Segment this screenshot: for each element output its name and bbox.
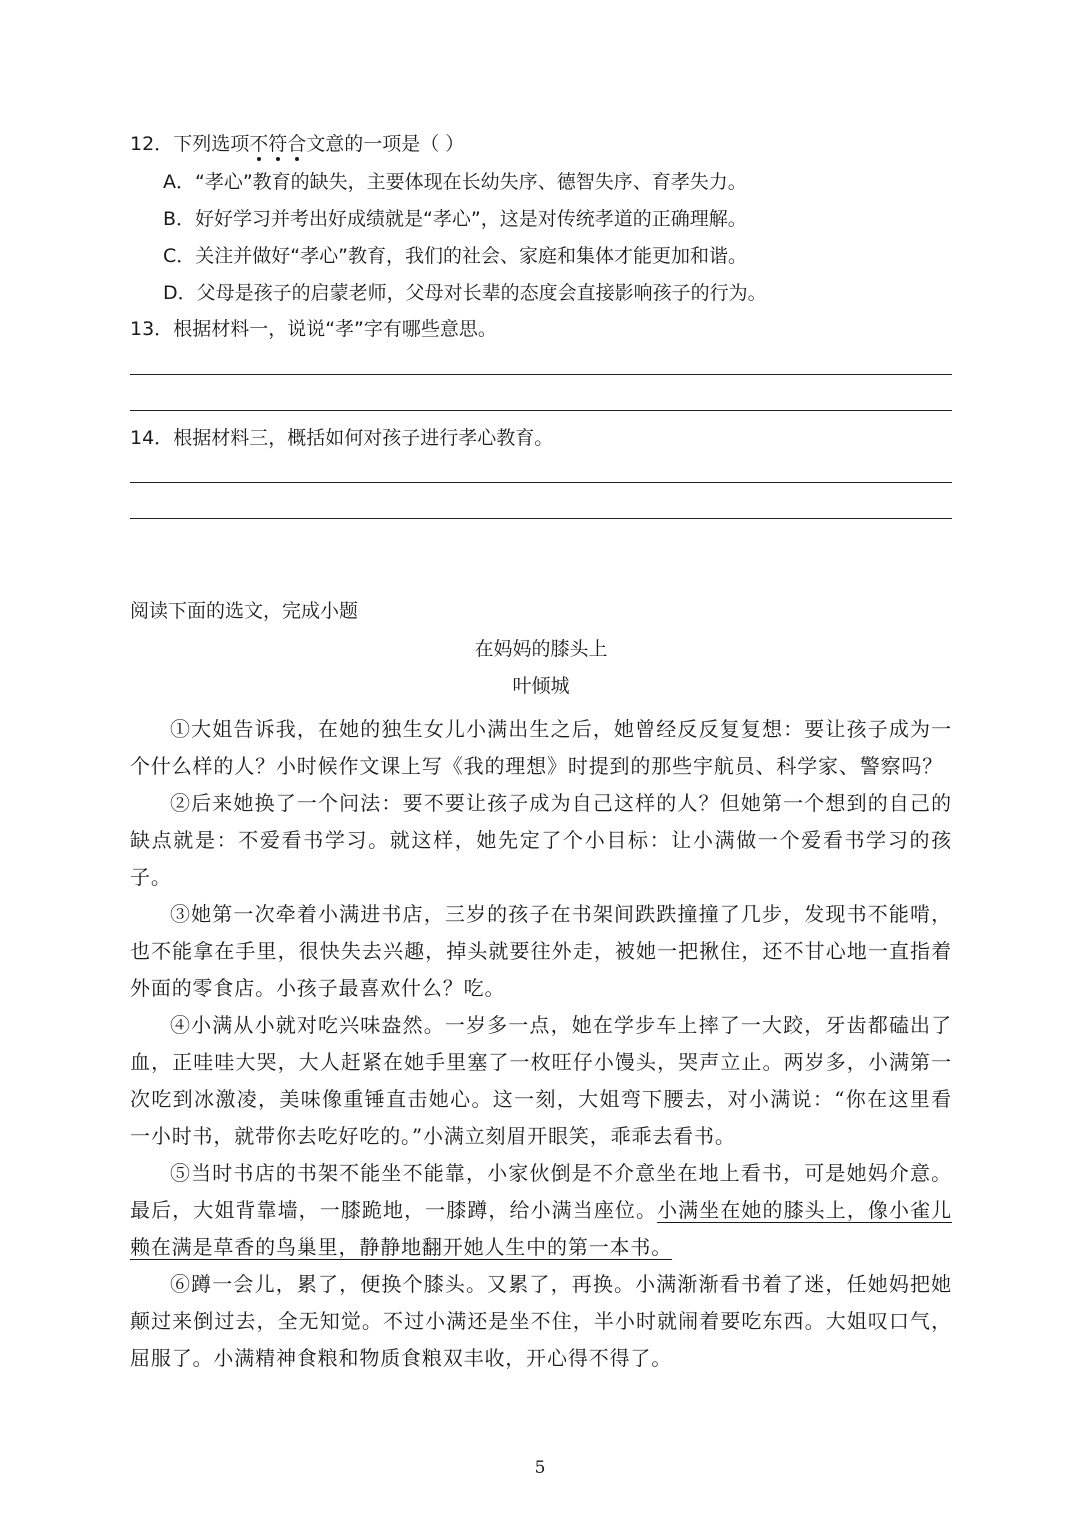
emphasis-char: 合 xyxy=(287,133,307,155)
emphasis-char: 符 xyxy=(268,133,288,155)
option-text: “孝心”教育的缺失，主要体现在长幼失序、德智失序、育孝失力。 xyxy=(195,171,747,193)
option-letter: D． xyxy=(163,282,197,304)
answer-line[interactable] xyxy=(130,518,952,519)
paragraph-2: ②后来她换了一个问法：要不要让孩子成为自己这样的人？但她第一个想到的自己的缺点就是：不爱看书学习。就这样，她先定了个小目标：让小满做一个爱看书学习的孩子。 xyxy=(130,791,952,889)
option-c xyxy=(163,243,747,269)
question-14-text: 根据材料三，概括如何对孩子进行孝心教育。 xyxy=(173,427,554,449)
passage-author: 叶倾城 xyxy=(512,675,570,697)
question-14 xyxy=(130,425,553,451)
paragraph-5 xyxy=(130,1155,952,1266)
paragraph-4: ④小满从小就对吃兴味盎然。一岁多一点，她在学步车上摔了一大跤，牙齿都磕出了血，正哇哇大哭，大人赶紧在她手里塞了一枚旺仔小馒头，哭声立止。两岁多，小满第一次吃到冰激凌，美味像重锤直击她心。这一刻，大姐弯下腰去，对小满说：“你在这里看一小时书，就带你去吃好吃的。”小满立刻眉开眼笑，乖乖去看书。 xyxy=(130,1013,952,1148)
option-d xyxy=(163,280,767,306)
passage-body xyxy=(130,711,952,1377)
question-12-number: 12． xyxy=(130,133,174,155)
answer-line[interactable] xyxy=(130,374,952,375)
option-letter: B． xyxy=(163,208,196,230)
passage-title: 在妈妈的膝头上 xyxy=(474,638,608,660)
option-letter: A． xyxy=(163,171,195,193)
paragraph-1: ①大姐告诉我，在她的独生女儿小满出生之后，她曾经反反复复想：要让孩子成为一个什么样的人？小时候作文课上写《我的理想》时提到的那些宇航员、科学家、警察吗？ xyxy=(130,717,952,778)
paragraph-6: ⑥蹲一会儿，累了，便换个膝头。又累了，再换。小满渐渐看书着了迷，任她妈把她颠过来倒过去，全无知觉。不过小满还是坐不住，半小时就闹着要吃东西。大姐叹口气，屈服了。小满精神食粮和物质食粮双丰收，开心得不得了。 xyxy=(130,1272,952,1370)
emphasized-phrase xyxy=(249,133,306,155)
option-letter: C． xyxy=(163,245,196,267)
option-text: 好好学习并考出好成绩就是“孝心”，这是对传统孝道的正确理解。 xyxy=(195,208,747,230)
option-b xyxy=(163,206,747,232)
page-number: 5 xyxy=(534,1458,546,1478)
paragraph-3: ③她第一次牵着小满进书店，三岁的孩子在书架间跌跌撞撞了几步，发现书不能啃，也不能拿在手里，很快失去兴趣，掉头就要往外走，被她一把揪住，还不甘心地一直指着外面的零食店。小孩子最喜欢什么？吃。 xyxy=(130,902,952,1000)
reading-instruction: 阅读下面的选文，完成小题 xyxy=(130,600,359,622)
underlined-sentence: 小满坐在她的膝头上，像小雀儿赖在满是草香的鸟巢里，静静地翻开她人生中的第一本书。 xyxy=(130,1198,953,1259)
answer-line[interactable] xyxy=(130,482,952,483)
question-12-stem-before: 下列选项 xyxy=(173,133,250,155)
answer-line[interactable] xyxy=(130,410,952,411)
question-14-number: 14． xyxy=(130,427,174,449)
question-13 xyxy=(130,316,497,342)
question-13-number: 13． xyxy=(130,318,174,340)
option-text: 父母是孩子的启蒙老师，父母对长辈的态度会直接影响孩子的行为。 xyxy=(196,282,767,304)
emphasis-char: 不 xyxy=(249,133,269,155)
paragraph-5-text: ⑤当时书店的书架不能坐不能靠，小家伙倒是不介意坐在地上看书，可是她妈介意。最后，大姐背靠墙，一膝跪地，一膝蹲，给小满当座位。 xyxy=(130,1161,952,1222)
option-a xyxy=(163,169,747,195)
question-12 xyxy=(130,131,464,157)
option-text: 关注并做好“孝心”教育，我们的社会、家庭和集体才能更加和谐。 xyxy=(195,245,747,267)
question-13-text: 根据材料一，说说“孝”字有哪些意思。 xyxy=(173,318,497,340)
question-12-stem-after: 文意的一项是（ ） xyxy=(306,133,465,155)
